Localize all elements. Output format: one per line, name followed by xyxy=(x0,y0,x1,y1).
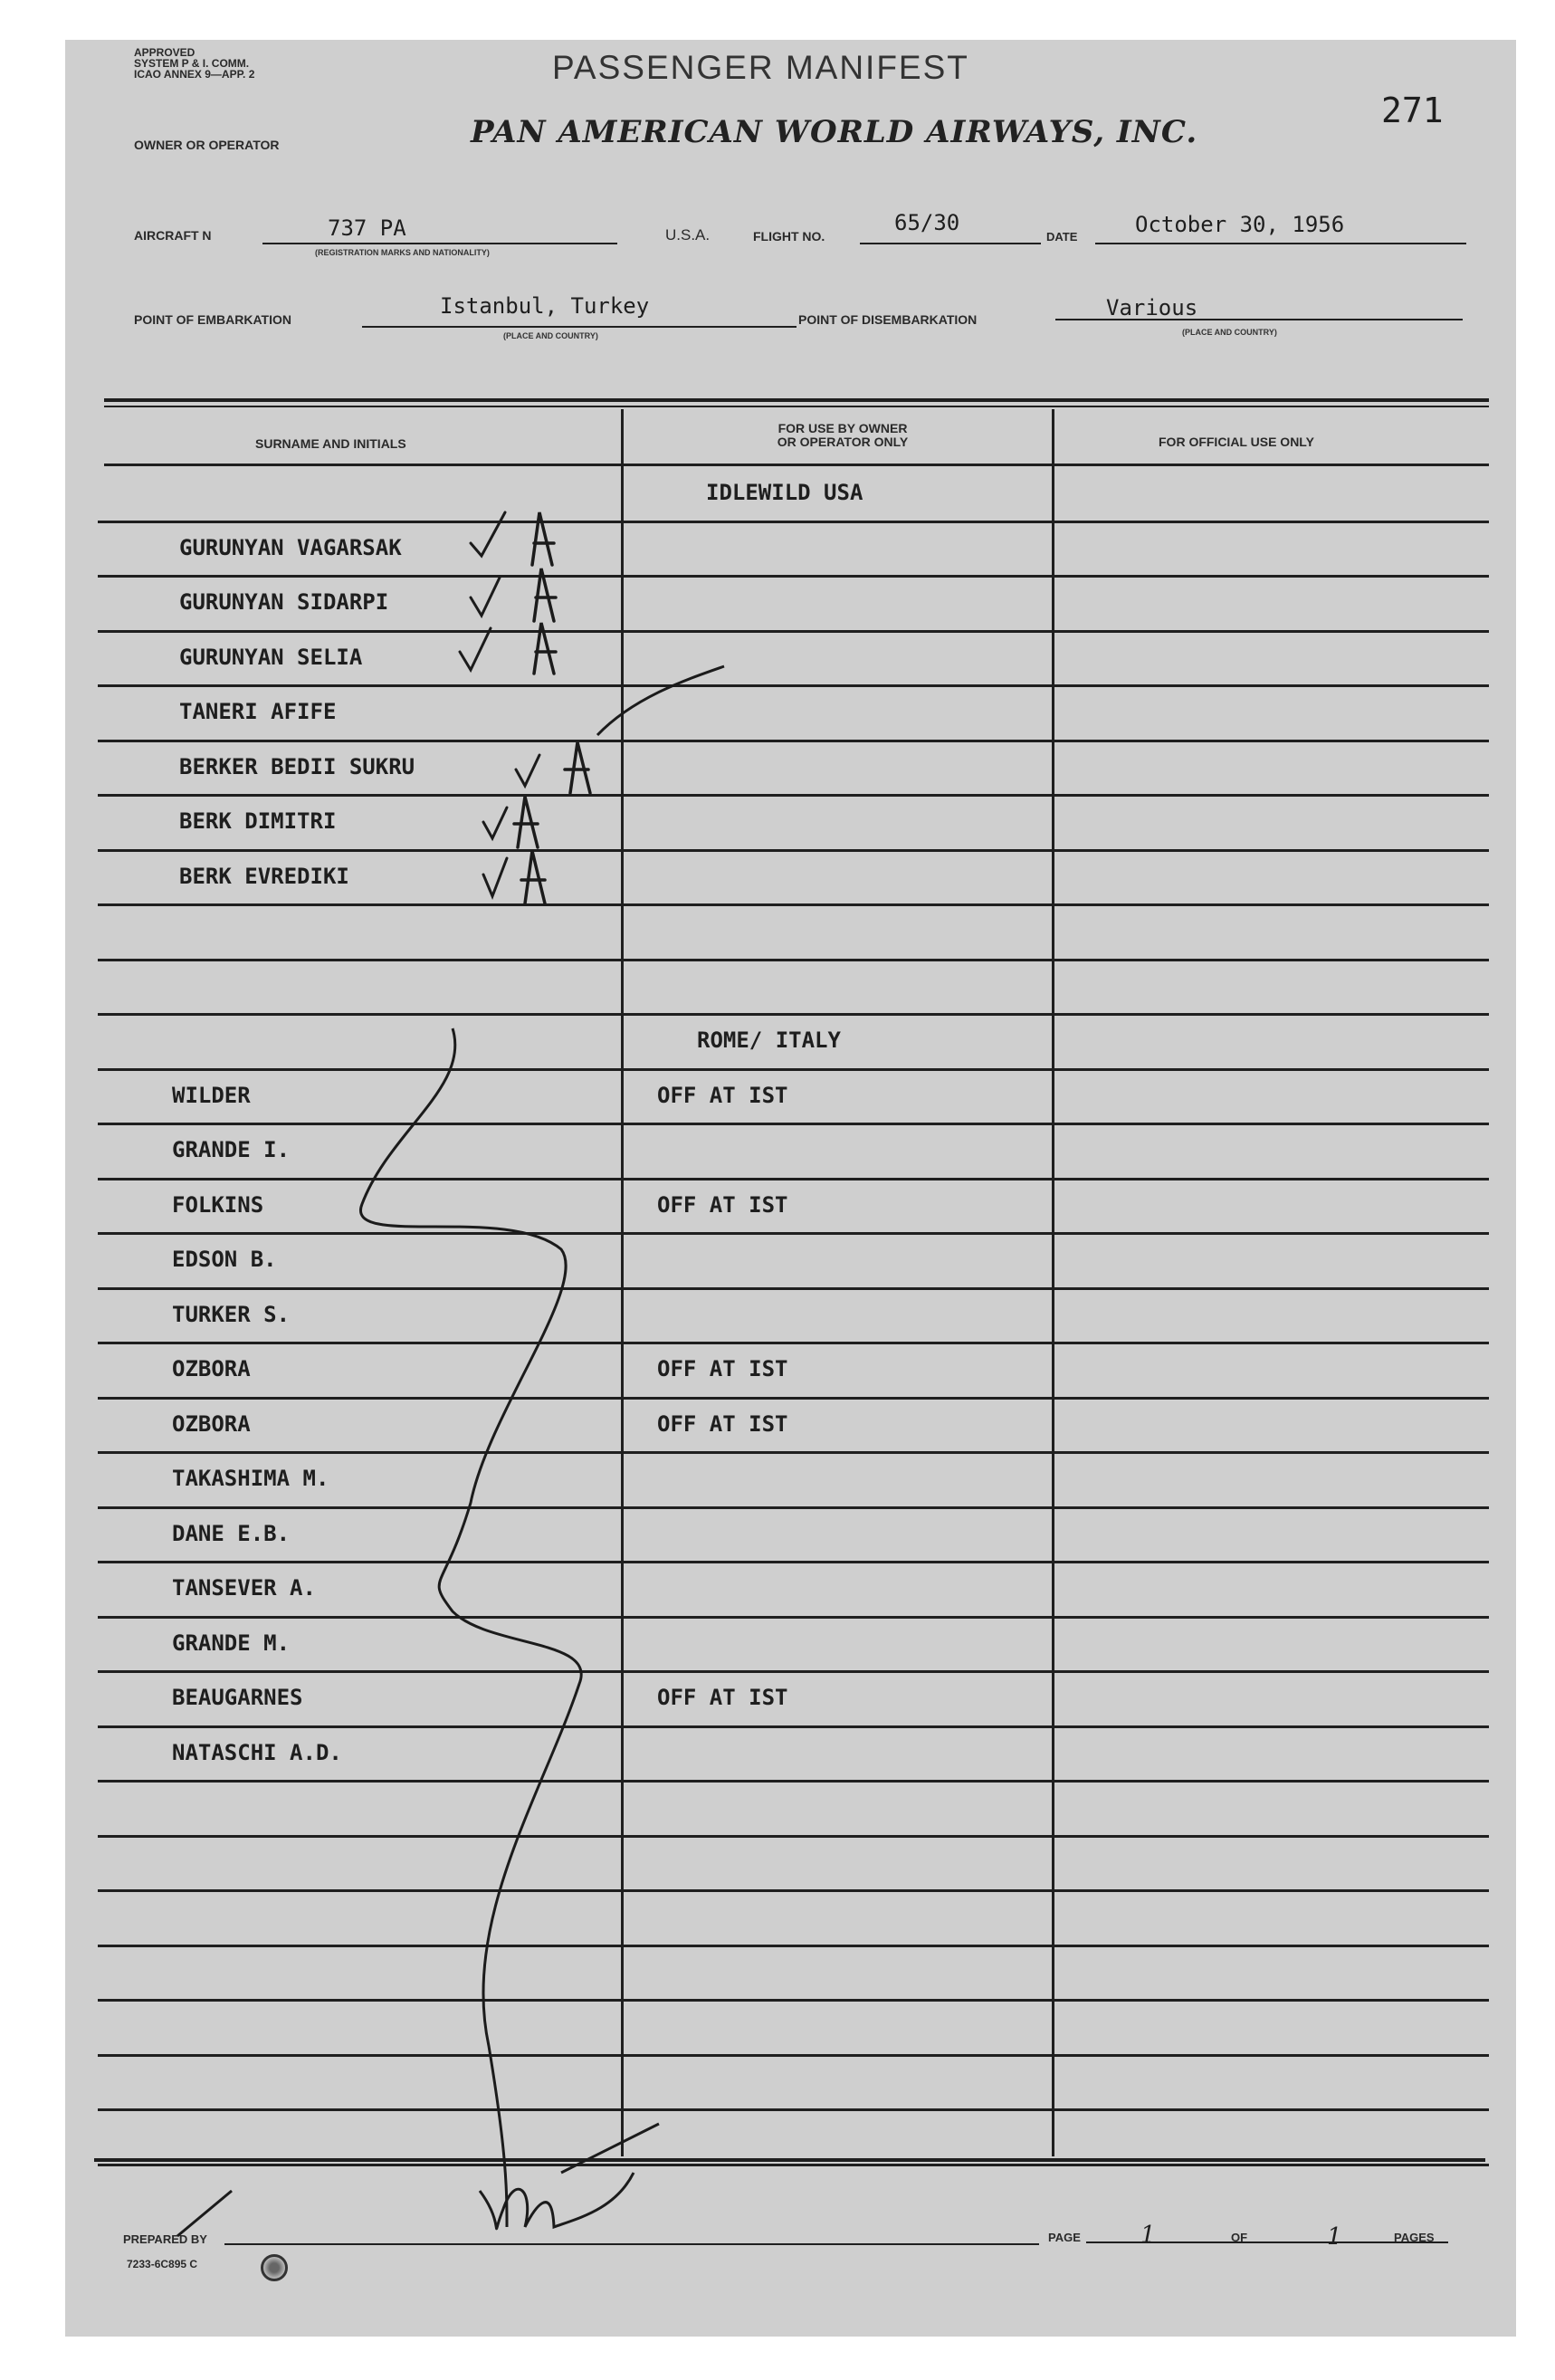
a-mark xyxy=(534,569,556,621)
owner-note: OFF AT IST xyxy=(657,1410,788,1437)
prepared-label: PREPARED BY xyxy=(123,2232,207,2246)
col-surname-header: SURNAME AND INITIALS xyxy=(255,436,406,451)
a-mark xyxy=(565,742,590,793)
owner-value: PAN AMERICAN WORLD AIRWAYS, INC. xyxy=(471,114,1198,150)
approved-line: SYSTEM P & I. COMM. xyxy=(134,57,250,70)
passenger-surname: DANE E.B. xyxy=(172,1520,291,1546)
form-number: 7233-6C895 C xyxy=(127,2258,198,2270)
embark-value: Istanbul, Turkey xyxy=(440,293,650,319)
passenger-surname: TURKER S. xyxy=(172,1301,291,1327)
check-mark xyxy=(516,755,539,786)
aircraft-value: 737 PA xyxy=(328,215,406,241)
strike-stroke xyxy=(597,666,724,735)
check-mark xyxy=(471,512,505,556)
owner-note: OFF AT IST xyxy=(657,1191,788,1218)
signature-stroke xyxy=(561,2124,659,2173)
owner-note: OFF AT IST xyxy=(657,1685,788,1710)
passenger-surname: OZBORA xyxy=(172,1410,251,1437)
embark-label: POINT OF EMBARKATION xyxy=(134,312,291,327)
passenger-surname: EDSON B. xyxy=(172,1247,277,1272)
flight-value: 65/30 xyxy=(894,210,960,235)
a-mark xyxy=(514,797,538,847)
prepared-stroke xyxy=(177,2191,232,2236)
passenger-surname: GRANDE I. xyxy=(172,1137,291,1162)
a-mark xyxy=(532,512,554,565)
page-title: PASSENGER MANIFEST xyxy=(552,49,969,86)
passenger-surname: BEAUGARNES xyxy=(172,1685,303,1710)
of-value: 1 xyxy=(1327,2223,1342,2251)
check-mark xyxy=(483,808,507,838)
date-value: October 30, 1956 xyxy=(1135,212,1345,237)
passenger-surname: OZBORA xyxy=(172,1356,251,1381)
passenger-surname: BERKER BEDII SUKRU xyxy=(179,753,415,779)
embark-sub: (PLACE AND COUNTRY) xyxy=(503,331,598,340)
usa-label: U.S.A. xyxy=(665,226,711,244)
squiggle-line xyxy=(360,1028,581,2227)
pages-label: PAGES xyxy=(1394,2231,1435,2244)
passenger-surname: GRANDE M. xyxy=(172,1630,291,1656)
a-mark xyxy=(521,851,545,903)
passenger-surname: NATASCHI A.D. xyxy=(172,1739,342,1765)
passenger-surname: BERK DIMITRI xyxy=(179,808,337,834)
passenger-surname: BERK EVREDIKI xyxy=(179,863,349,889)
passenger-surname: WILDER xyxy=(172,1082,251,1108)
owner-label: OWNER OR OPERATOR xyxy=(134,138,280,152)
passenger-surname: GURUNYAN VAGARSAK xyxy=(179,534,402,560)
page-value: 1 xyxy=(1140,2222,1156,2249)
passenger-surname: TANSEVER A. xyxy=(172,1575,316,1601)
passenger-surname: FOLKINS xyxy=(172,1191,264,1218)
owner-note: ROME/ ITALY xyxy=(697,1028,841,1053)
page-label: PAGE xyxy=(1048,2231,1081,2244)
owner-note: IDLEWILD USA xyxy=(706,480,863,505)
aircraft-label: AIRCRAFT N xyxy=(134,228,212,243)
approved-line: APPROVED xyxy=(134,46,196,59)
a-mark xyxy=(534,623,556,674)
disembark-label: POINT OF DISEMBARKATION xyxy=(798,312,978,327)
of-label: OF xyxy=(1231,2231,1248,2244)
check-mark xyxy=(483,858,507,896)
col-owner-header-line: OR OPERATOR ONLY xyxy=(777,435,909,449)
approved-line: ICAO ANNEX 9—APP. 2 xyxy=(134,68,255,81)
page-number: 271 xyxy=(1381,91,1444,130)
passenger-surname: TANERI AFIFE xyxy=(179,699,337,724)
check-mark xyxy=(471,578,500,616)
disembark-value: Various xyxy=(1106,295,1198,320)
owner-note: OFF AT IST xyxy=(657,1082,788,1108)
date-label: DATE xyxy=(1046,230,1078,244)
disembark-sub: (PLACE AND COUNTRY) xyxy=(1182,328,1277,337)
passenger-surname: GURUNYAN SIDARPI xyxy=(179,589,389,615)
check-mark xyxy=(460,628,491,670)
flight-label: FLIGHT NO. xyxy=(753,229,825,244)
col-owner-header-line: FOR USE BY OWNER xyxy=(778,421,908,435)
a-marks xyxy=(514,512,590,903)
signature xyxy=(480,2173,634,2229)
check-marks xyxy=(460,512,539,896)
col-official-header: FOR OFFICIAL USE ONLY xyxy=(1159,435,1314,449)
aircraft-sub: (REGISTRATION MARKS AND NATIONALITY) xyxy=(315,248,490,257)
passenger-surname: GURUNYAN SELIA xyxy=(179,644,363,670)
passenger-surname: TAKASHIMA M. xyxy=(172,1466,329,1491)
owner-note: OFF AT IST xyxy=(657,1356,788,1381)
